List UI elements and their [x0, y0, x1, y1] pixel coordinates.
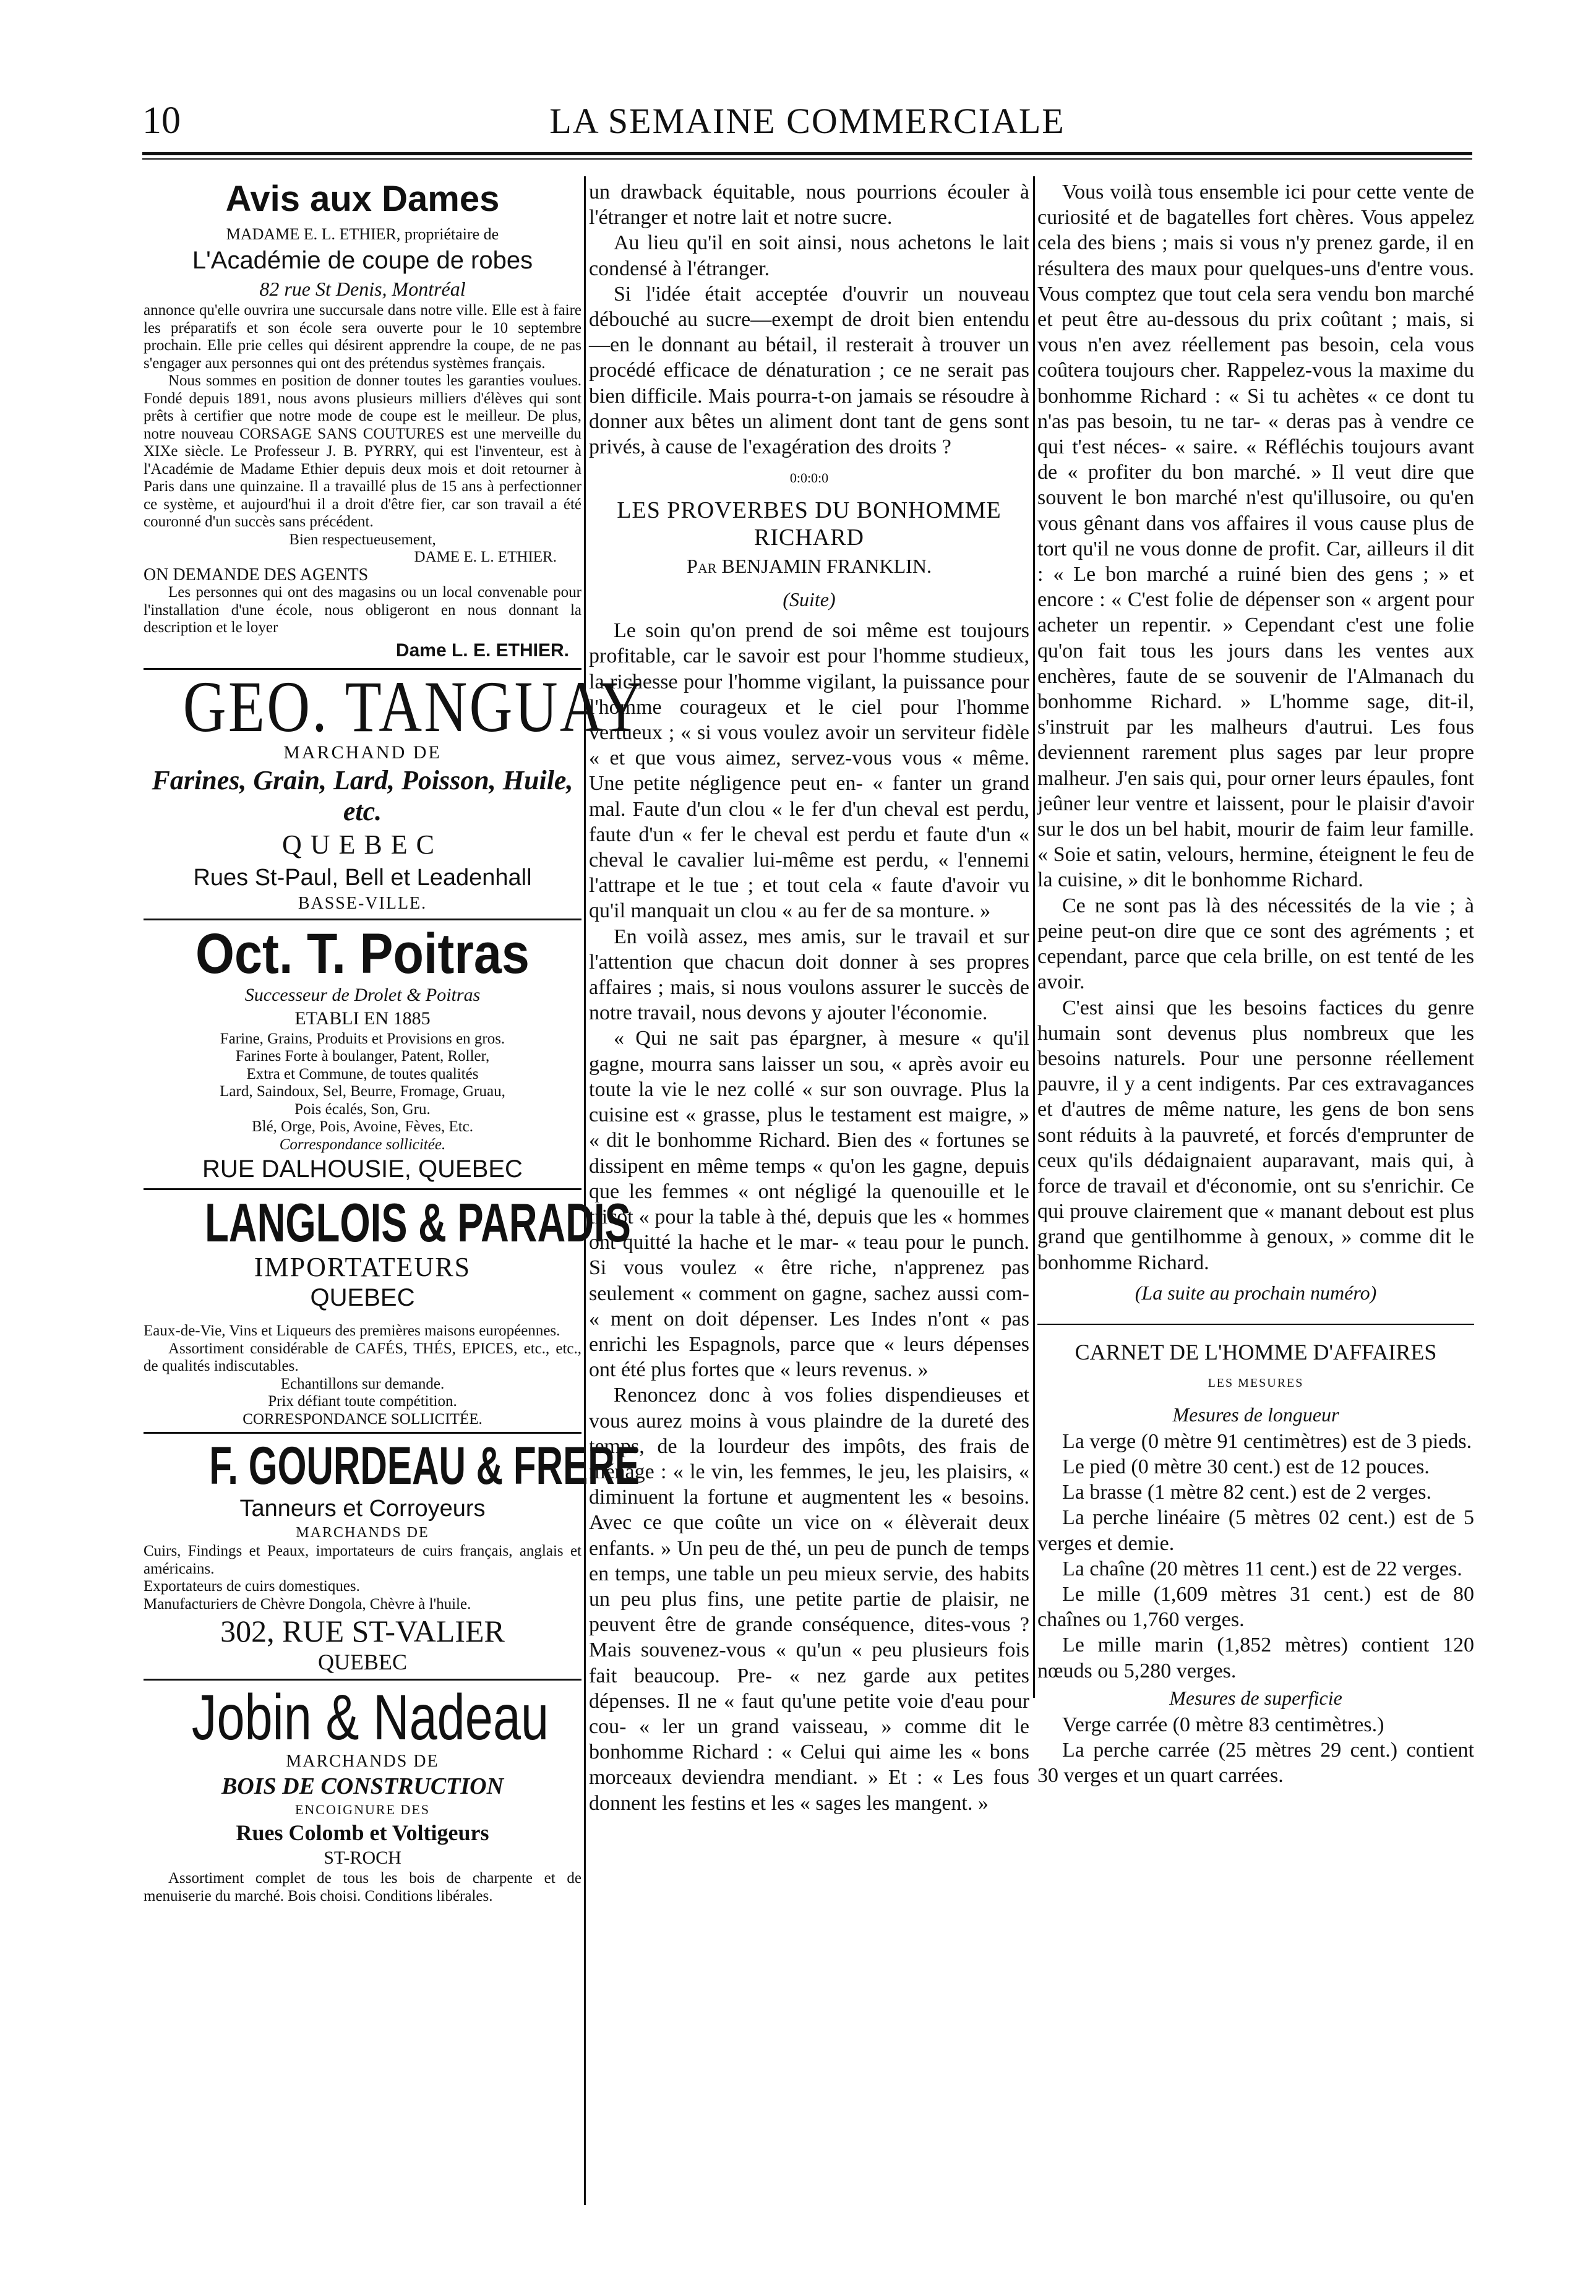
ad-poitras-line: Farines Forte à boulanger, Patent, Roller, — [235, 1048, 490, 1064]
header-rule-bottom — [142, 158, 1472, 160]
ad-jobin-corner: ENCOIGNURE DES — [294, 1802, 431, 1817]
measure-item: La chaîne (20 mètres 11 cent.) est de 22 verges. — [1062, 1557, 1462, 1580]
ad-poitras-line: Extra et Commune, de toutes qualités — [246, 1065, 479, 1082]
article-paragraph: Renoncez donc à vos folies dispendieuses et vous aurez moins à vous plaindre de la dureté des temps, de la lourdeur des impôts, des frais de ménage : « le vin, les femmes, le jeu, les plaisirs, « diminuent la fortune et augmentent les « besoins. Avec ce que coûte un vice on « élèverait deux enfants. » Un peu de thé, un peu de punch de temps en temps, une table un peu mieux servie, des habits un peu plus fins, une petite partie de plaisir, ne peuvent être de grande conséquence, dites-vous ? Mais souvenez-vous « qu'un « peu plusieurs fois fait beaucoup. Pre- « nez garde aux petites dépenses. Il ne « faut qu'une petite voie d'eau pour cou- « ler un grand vaisseau, » comme dit le bonhomme Richard : « Celui qui aime les « bons morceaux deviendra mendiant. » Et : « Les fous donnent les festins et les « sages les mangent. » — [589, 1384, 1029, 1815]
ad-ethier-closing: Bien respectueusement, — [289, 531, 436, 548]
ad-gourdeau-name — [144, 1436, 640, 1496]
ad-jobin-streets: Rues Colomb et Voltigeurs — [236, 1820, 489, 1845]
ad-jobin-name — [144, 1682, 581, 1754]
measure-item: Verge carrée (0 mètre 83 centimètres.) — [1062, 1713, 1384, 1736]
header-rule-top — [142, 152, 1472, 155]
ad-tanguay-trade: MARCHAND DE — [283, 742, 442, 763]
ad-poitras-line: Lard, Saindoux, Sel, Beurre, Fromage, Gruau, — [220, 1083, 505, 1100]
ad-ethier — [144, 179, 581, 664]
ad-ethier-title: Avis aux Dames — [225, 179, 500, 219]
ad-langlois-line: Assortiment considérable de CAFÉS, THÉS, EPICES, etc., etc., de qualités indiscutables. — [144, 1340, 581, 1374]
measure-item: La perche carrée (25 mètres 29 cent.) contient 30 verges et un quart carrées. — [1037, 1738, 1474, 1788]
article-heading: LES PROVERBES DU BONHOMME RICHARD — [617, 497, 1002, 551]
article-paragraph: En voilà assez, mes amis, sur le travail et sur l'attention que chacun doit donner à ses propres affaires ; mais, si nous voulons assurer le succès de notre travail, nous devons y ajouter l'économie. — [589, 925, 1029, 1025]
ad-gourdeau-city: QUEBEC — [318, 1650, 407, 1674]
ad-ethier-paragraph: Nous sommes en position de donner toutes les garanties voulues. Fondé depuis 1891, nous avons plusieurs milliers d'élèves qui sont prêts à certifier que notre mode de coupe est le meilleur. De plus, notre nouveau CORSAGE SANS COUTURES est une merveille du XIXe siècle. Le Professeur J. B. PYRRY, qui est l'inventeur, est à l'Académie de Madame Ethier depuis deux mois et doit retourner à Paris dans une quinzaine. Il a travaillé plus de 15 ans à perfectionner ce système, et aujourd'hui il a droit d'être fier, car son travail a été couronné d'un succès sans précédent. — [144, 372, 581, 530]
ad-gourdeau-name-text: F. GOURDEAU & FRERE — [209, 1436, 640, 1496]
ad-gourdeau-address: 302, RUE ST-VALIER — [220, 1614, 505, 1648]
article-paragraph: Au lieu qu'il en soit ainsi, nous achetons le lait condensé à l'étranger. — [589, 231, 1029, 280]
column-2 — [589, 179, 1029, 1816]
column-advertisements — [144, 179, 645, 1905]
ad-tanguay-name — [144, 666, 645, 747]
ad-langlois-line: Eaux-de-Vie, Vins et Liqueurs des premières maisons européennes. — [144, 1322, 560, 1339]
ad-jobin — [144, 1684, 581, 1905]
measures-length-title: Mesures de longueur — [1172, 1403, 1339, 1426]
ad-gourdeau-merchants: MARCHANDS DE — [296, 1525, 429, 1541]
column-3 — [1037, 179, 1474, 1788]
ad-tanguay-city: QUEBEC — [282, 829, 443, 860]
page-header — [142, 93, 1472, 148]
page-number: 10 — [142, 100, 181, 142]
ad-poitras — [144, 924, 581, 1185]
ad-separator — [144, 919, 581, 920]
section-rule — [1037, 1324, 1474, 1325]
ad-separator — [144, 1679, 581, 1681]
article-paragraph: « Qui ne sait pas épargner, à mesure « qu'il gagne, mourra sans laisser un sou, « après avoir eu toute la vie le nez collé « sur son ouvrage. Plus la cuisine est « grasse, plus le testament est maigre, » « dit le bonhomme Richard. Bien des « fortunes se dissipent en même temps « qu'on les gagne, depuis que les femmes « ont négligé la quenouille et le tricot « pour la table à thé, depuis que les « hommes ont quitté la hache et le mar- « teau pour le punch. Si vous voulez « être riche, n'apprenez pas seulement « comment on gagne, sachez aussi com- « ment on doit dépenser. Les Indes n'ont « pas enrichi les Espagnols, parce que « leurs dépenses ont été plus fortes que « leurs revenus. » — [589, 1027, 1029, 1382]
ad-jobin-district: ST-ROCH — [324, 1848, 401, 1868]
ad-ethier-address: 82 rue St Denis, Montréal — [259, 278, 466, 300]
ad-gourdeau — [144, 1436, 640, 1675]
article-paragraph: un drawback équitable, nous pourrions écouler à l'étranger et notre lait et notre sucre. — [589, 181, 1029, 229]
ad-langlois-line: Echantillons sur demande. — [280, 1375, 445, 1392]
journal-title: LA SEMAINE COMMERCIALE — [549, 101, 1065, 141]
measures-area-title: Mesures de superficie — [1169, 1686, 1342, 1709]
ad-langlois-name-text: LANGLOIS & PARADIS — [205, 1192, 631, 1253]
ad-ethier-academy: L'Académie de coupe de robes — [192, 247, 533, 274]
ad-poitras-line: Blé, Orge, Pois, Avoine, Fèves, Etc. — [251, 1118, 474, 1135]
ad-langlois-trade: IMPORTATEURS — [254, 1252, 471, 1282]
ad-jobin-trade: MARCHANDS DE — [286, 1752, 439, 1771]
ad-tanguay-goods: Farines, Grain, Lard, Poisson, Huile, etc. — [152, 765, 573, 826]
ad-langlois-line: Prix défiant toute compétition. — [268, 1393, 457, 1410]
ad-gourdeau-line: Cuirs, Findings et Peaux, importateurs de cuirs français, anglais et américains. — [144, 1543, 581, 1577]
ad-tanguay-district: BASSE-VILLE. — [298, 893, 427, 913]
article-continued: (Suite) — [783, 588, 836, 611]
ad-jobin-name-text: Jobin & Nadeau — [191, 1682, 549, 1754]
ad-jobin-goods: BOIS DE CONSTRUCTION — [221, 1773, 504, 1799]
article-paragraph: Si l'idée était acceptée d'ouvrir un nouveau débouché au sucre—exempt de droit bien entendu—en le donnant au bétail, il resterait à trouver un procédé efficace de dénaturation ; ce ne serait pas bien difficile. Mais pourra-t-on jamais se résoudre à donner aux bêtes un aliment dont tant de gens sont privés, à cause de l'exagération des droits ? — [589, 282, 1029, 459]
measure-item: La brasse (1 mètre 82 cent.) est de 2 verges. — [1062, 1481, 1431, 1504]
ad-ethier-paragraph: annonce qu'elle ouvrira une succursale dans notre ville. Elle est à faire les préparatifs et son école sera ouverte pour le 10 septembre prochain. Elle prie celles qui désirent apprendre la coupe, de ne pas s'engager aux personnes qui ont des prétendus systèmes français. — [144, 302, 581, 372]
ad-tanguay-streets: Rues St-Paul, Bell et Leadenhall — [193, 864, 532, 891]
article-paragraph: Vous voilà tous ensemble ici pour cette vente de curiosité et de bagatelles fort chères. Vous appelez cela des biens ; mais si vous n'y prenez garde, il en résultera des maux pour quelques-uns d'entre vous. Vous comptez que tout cela sera vendu bon marché et peut être au-dessous du prix coûtant ; mais, si vous n'en avez réellement pas besoin, cela vous coûtera toujours cher. Rappelez-vous la maxime du bonhomme Richard : « Si tu achètes « ce dont tu n'as pas besoin, tu ne tar- « deras pas à vendre ce qui t'est néces- « saire. « Réfléchis toujours avant de « profiter du bon marché. » Il veut dire que souvent le bon marché n'est qu'illusoire, ou qu'en vous gênant dans vos affaires il vous cause plus de tort qu'il ne vous donne de profit. Car, ailleurs il dit : « Le bon marché a ruiné bien des gens ; » et encore : « C'est folie de dépenser son « argent pour acheter un repentir. » Cependant c'est une folie qu'on fait tous les jours dans les ventes aux enchères, faute de se souvenir de l'Almanach du bonhomme Richard. » L'homme sage, dit-il, s'instruit par les malheurs d'autrui. Les fous deviennent rarement plus sages par leur propre malheur. J'en sais qui, pour orner leurs épaules, font jeûner leur ventre et laissent, pour le plaisir d'avoir sur le dos un bel habit, mourir de faim leur famille. « Soie et satin, velours, hermine, éteignent le feu de la cuisine, » dit le bonhomme Richard. — [1037, 181, 1474, 892]
ad-tanguay — [144, 666, 645, 915]
ad-ethier-signature: DAME E. L. ETHIER. — [414, 549, 557, 565]
ad-langlois-city: QUEBEC — [310, 1284, 415, 1311]
article-paragraph: Le soin qu'on prend de soi même est toujours profitable, car le savoir est pour l'homme studieux, la richesse pour l'homme vigilant, la puissance pour l'homme courageux et le ciel pour l'homme vertueux ; « si vous voulez avoir un serviteur fidèle « et que vous aimez, servez-vous vous « même. Une petite négligence peut en- « fanter un grand mal. Faute d'un clou « le fer d'un cheval est perdu, faute d'un « fer le cheval est perdu et faute d'un « cheval le cavalier lui-même est perdu, « l'ennemi l'attrape et le tue ; et tout cela « faute d'avoir vu qu'il manquait un clou « au fer de sa monture. » — [589, 619, 1029, 923]
ad-poitras-name — [144, 924, 581, 983]
ad-ethier-signature-2: Dame L. E. ETHIER. — [395, 640, 569, 661]
ad-gourdeau-line: Exportateurs de cuirs domestiques. — [144, 1578, 360, 1595]
ad-langlois-line: CORRESPONDANCE SOLLICITÉE. — [242, 1410, 483, 1428]
section-divider: 0:0:0:0 — [789, 470, 829, 486]
ad-gourdeau-line: Manufacturiers de Chèvre Dongola, Chèvre à l'huile. — [144, 1595, 471, 1613]
ad-tanguay-name-text: GEO. TANGUAY — [182, 666, 645, 747]
article-paragraph: C'est ainsi que les besoins factices du genre humain sont devenus plus nombreux que les besoins naturels. Pour une personne réellement pauvre, il y a cent indigents. Par ces extravagances et d'autres de même nature, les gens de bon sens sont réduits à la pauvreté, et forcés d'emprunter de ceux qu'ils dédaignaient auparavant, mais qui, à force de travail et d'économie, ont su s'enrichir. Ce qui prouve clairement que « manant debout est plus grand que gentilhomme à genoux, » comme dit le bonhomme Richard. — [1037, 996, 1474, 1274]
section-subheading: LES MESURES — [1208, 1376, 1304, 1390]
ad-separator — [144, 1432, 581, 1434]
measure-item: Le pied (0 mètre 30 cent.) est de 12 pouces. — [1062, 1455, 1430, 1478]
ad-ethier-agents-text: Les personnes qui ont des magasins ou un local convenable pour l'installation d'une école, nous obligeront en nous donnant la description et le loyer — [144, 584, 581, 636]
ad-poitras-correspondence: Correspondance sollicitée. — [279, 1136, 446, 1153]
ad-jobin-text: Assortiment complet de tous les bois de charpente et de menuiserie du marché. Bois choisi. Conditions libérales. — [144, 1870, 581, 1904]
ad-poitras-line: Farine, Grains, Produits et Provisions en gros. — [220, 1030, 505, 1047]
article-to-be-continued: (La suite au prochain numéro) — [1135, 1281, 1377, 1304]
ad-separator — [144, 1188, 581, 1190]
ad-poitras-name-text: Oct. T. Poitras — [195, 922, 530, 985]
ad-poitras-address: RUE DALHOUSIE, QUEBEC — [202, 1155, 523, 1183]
column-divider-1 — [584, 176, 586, 2205]
ad-gourdeau-trade: Tanneurs et Corroyeurs — [239, 1496, 486, 1522]
ad-poitras-established: ETABLI EN 1885 — [294, 1008, 431, 1029]
ad-ethier-agents-heading: ON DEMANDE DES AGENTS — [144, 565, 369, 585]
section-heading: CARNET DE L'HOMME D'AFFAIRES — [1075, 1339, 1437, 1364]
measure-item: Le mille (1,609 mètres 31 cent.) est de 80 chaînes ou 1,760 verges. — [1037, 1582, 1474, 1632]
ad-poitras-line: Pois écalés, Son, Gru. — [294, 1100, 431, 1118]
column-divider-2 — [1033, 176, 1035, 1698]
ad-langlois-name — [144, 1192, 631, 1253]
measure-item: La perche linéaire (5 mètres 02 cent.) est de 5 verges et demie. — [1037, 1506, 1474, 1555]
article-byline: Par BENJAMIN FRANKLIN. — [687, 555, 932, 578]
ad-poitras-successor: Successeur de Drolet & Poitras — [244, 984, 481, 1005]
measure-item: Le mille marin (1,852 mètres) contient 120 nœuds ou 5,280 verges. — [1037, 1634, 1474, 1682]
article-paragraph: Ce ne sont pas là des nécessités de la vie ; à peine peut-on dire que ce sont des agréments ; et cependant, parce que cela brille, on est tenté de les avoir. — [1037, 894, 1474, 994]
ad-ethier-owner: MADAME E. L. ETHIER, propriétaire de — [226, 225, 499, 243]
ad-langlois — [144, 1192, 631, 1428]
measure-item: La verge (0 mètre 91 centimètres) est de 3 pieds. — [1062, 1429, 1472, 1453]
